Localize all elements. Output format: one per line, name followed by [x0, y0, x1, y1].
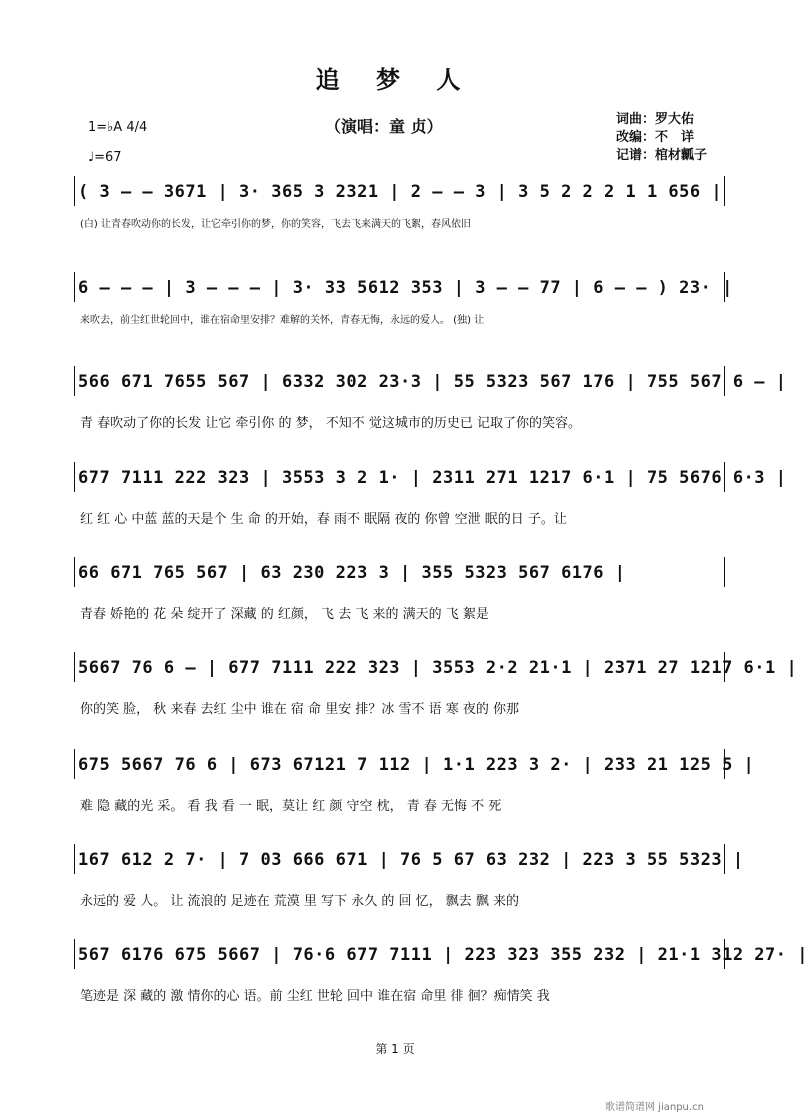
notation-row: 167 612 2 7· | 7 03 666 671 | 76 5 67 63 232 | 223 3 55 5323 | — [78, 850, 744, 870]
end-barline — [724, 272, 725, 302]
notation-row: 675 5667 76 6 | 673 67121 7 112 | 1·1 223 3 2· | 233 21 125 5 | — [78, 755, 755, 775]
tempo-marking: ♩=67 — [88, 150, 122, 165]
notation-row: 5667 76 6 – | 677 7111 222 323 | 3553 2·2 21·1 | 2371 27 1217 6·1 | — [78, 658, 798, 678]
credit-notation: 记谱：棺材瓤子 — [616, 148, 708, 163]
lyrics-row: 笔迹是 深 藏的 激 情你的心 语。前 尘红 世轮 回中 谁在宿 命里 徘 徊？痴情笑 我 — [80, 989, 550, 1004]
lyrics-row: 永远的 爱 人。 让 流浪的 足迹在 荒漠 里 写下 永久 的 回 忆， 飘去 飘 来的 — [80, 894, 519, 909]
notation-row: ( 3 – – 3671 | 3· 365 3 2321 | 2 – – 3 | 3 5 2 2 2 1 1 656 | — [78, 182, 723, 202]
credit-arranged: 改编：不 详 — [616, 130, 695, 145]
start-barline — [74, 176, 75, 206]
start-barline — [74, 652, 75, 682]
notation-row: 566 671 7655 567 | 6332 302 23·3 | 55 5323 567 176 | 755 567 6 – | — [78, 372, 787, 392]
lyrics-row: 红 红 心 中蓝 蓝的天是个 生 命 的开始，春 雨不 眠隔 夜的 你曾 空泄 眠的日 子。让 — [80, 512, 567, 527]
watermark: 歌谱简谱网 jianpu.cn — [605, 1102, 704, 1113]
lyrics-row: 青 春吹动了你的长发 让它 牵引你 的 梦， 不知不 觉这城市的历史已 记取了你的笑容。 — [80, 416, 582, 431]
start-barline — [74, 749, 75, 779]
start-barline — [74, 366, 75, 396]
page-title: 追 梦 人 — [315, 66, 475, 94]
start-barline — [74, 844, 75, 874]
key-signature: 1=♭A 4/4 — [88, 120, 148, 135]
notation-row: 677 7111 222 323 | 3553 3 2 1· | 2311 271 1217 6·1 | 75 5676 6·3 | — [78, 468, 787, 488]
end-barline — [724, 557, 725, 587]
end-barline — [724, 366, 725, 396]
end-barline — [724, 749, 725, 779]
notation-row: 66 671 765 567 | 63 230 223 3 | 355 5323 567 6176 | — [78, 563, 626, 583]
page-number: 第 1 页 — [375, 1042, 415, 1056]
lyrics-row: (白) 让青春吹动你的长发，让它牵引你的梦，你的笑容，飞去飞来满天的飞絮，春风依旧 — [80, 219, 471, 230]
start-barline — [74, 557, 75, 587]
lyrics-row: 青春 娇艳的 花 朵 绽开了 深藏 的 红颜， 飞 去 飞 来的 满天的 飞 絮是 — [80, 607, 489, 622]
lyrics-row: 难 隐 藏的光 采。 看 我 看 一 眠，莫让 红 颜 守空 枕， 青 春 无悔 不 死 — [80, 799, 502, 814]
end-barline — [724, 462, 725, 492]
start-barline — [74, 462, 75, 492]
notation-row: 567 6176 675 5667 | 76·6 677 7111 | 223 323 355 232 | 21·1 312 27· | — [78, 945, 808, 965]
credit-lyrics-music: 词曲：罗大佑 — [616, 112, 695, 127]
end-barline — [724, 176, 725, 206]
start-barline — [74, 272, 75, 302]
end-barline — [724, 652, 725, 682]
end-barline — [724, 939, 725, 969]
lyrics-row: 你的笑 脸， 秋 来春 去红 尘中 谁在 宿 命 里安 排？冰 雪不 语 寒 夜的 你那 — [80, 702, 519, 717]
notation-row: 6 – – – | 3 – – – | 3· 33 5612 353 | 3 – – 77 | 6 – – ) 23· | — [78, 278, 733, 298]
start-barline — [74, 939, 75, 969]
lyrics-row: 来吹去，前尘红世轮回中，谁在宿命里安排？难解的关怀，青春无悔，永远的爱人。 (独) 让 — [80, 315, 485, 326]
end-barline — [724, 844, 725, 874]
singer-line: （演唱：童 贞） — [325, 117, 443, 136]
